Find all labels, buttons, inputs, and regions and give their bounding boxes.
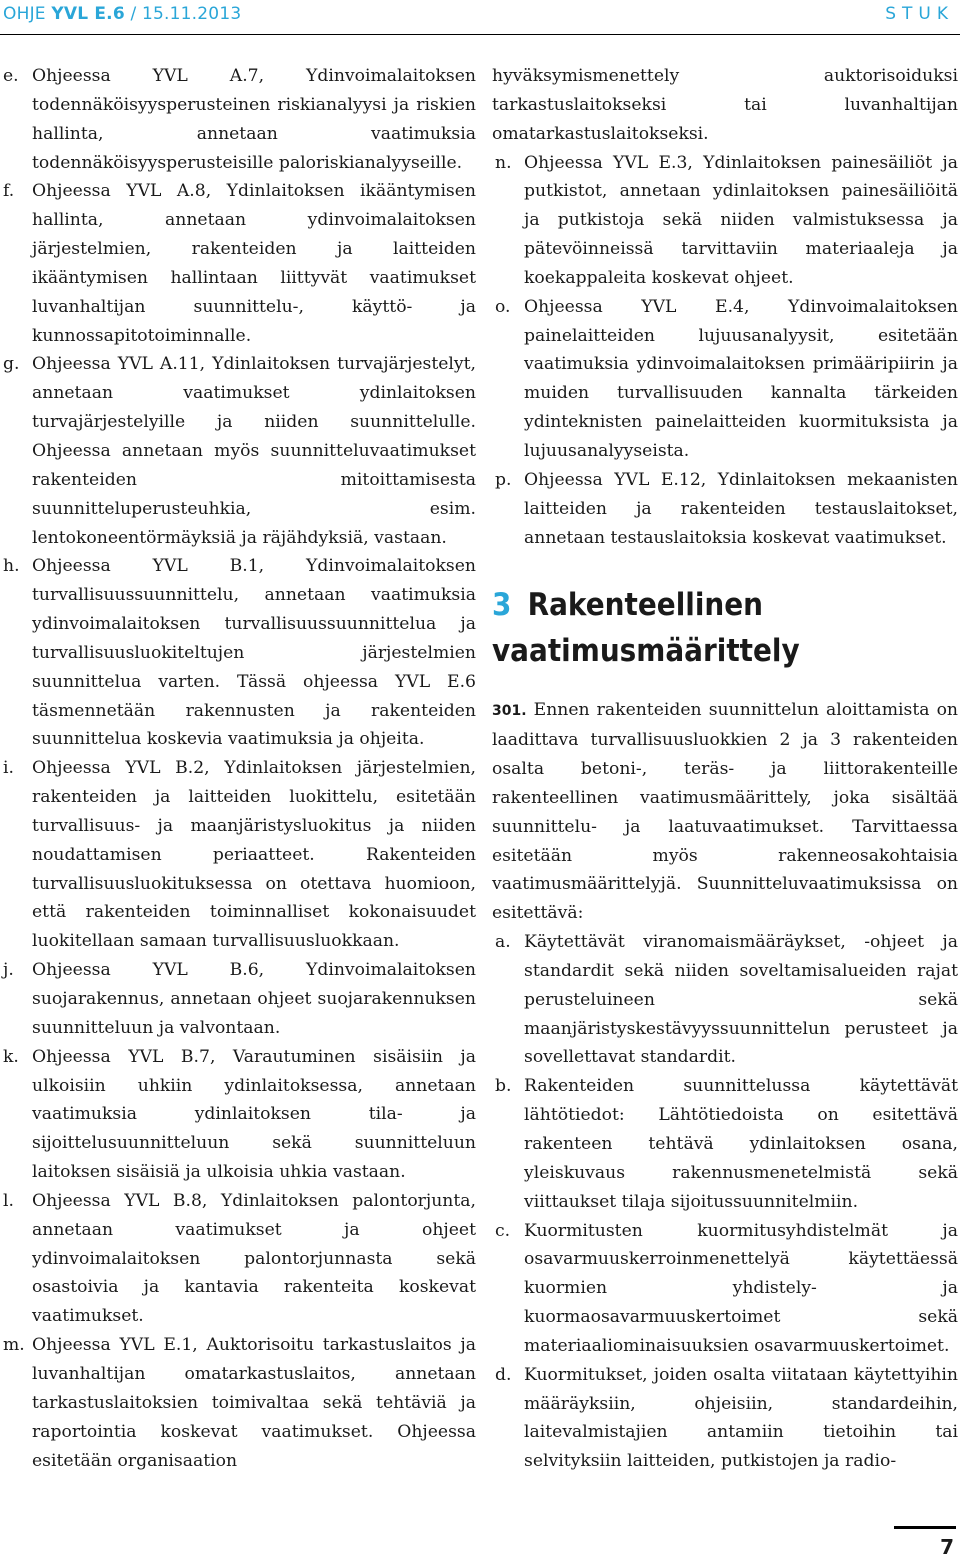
footer-rule — [894, 1526, 956, 1529]
item-text: Kuormitukset, joiden osalta viitataan käytettyihin määräyksiin, ohjeisiin, standardeihin, laitevalmistajien antamiin tietoihin tai selvityksiin laitteiden, putkistojen ja radio- — [524, 1364, 958, 1472]
page-header — [0, 0, 960, 35]
item-text: Ohjeessa YVL A.8, Ydinlaitoksen ikääntymisen hallinta, annetaan ydinvoimalaitoksen järjestelmien, rakenteiden ja laitteiden ikääntymisen hallintaan liittyvät vaatimukset luvanhaltijan suunnittelu-, käyttö- ja kunnossapitotoiminnalle. — [32, 181, 476, 346]
item-text: Ohjeessa YVL E.1, Auktorisoitu tarkastuslaitos ja luvanhaltijan omatarkastuslaitos, annetaan tarkastuslaitoksien toimivaltaa sekä tehtäviä ja raportointia koskevat vaatimukset. Ohjeessa esitetään organisaation — [32, 1335, 476, 1471]
item-text: Ohjeessa YVL B.2, Ydinlaitoksen järjestelmien, rakenteiden ja laitteiden luokittelu, esitetään turvallisuus- ja maanjäristysluokitus ja niiden noudattamisen periaatteet. Rakenteiden turvallisuusluokituksessa on otettava huomioon, että rakenteiden toiminnalliset kokonaisuudet luokitellaan samaan turvallisuusluokkaan. — [32, 758, 476, 952]
item-marker: o. — [495, 296, 511, 317]
item-text: Ohjeessa YVL E.12, Ydinlaitoksen mekaanisten laitteiden ja rakenteiden testauslaitokset, annetaan testauslaitoksia koskevat vaatimukset. — [524, 469, 958, 548]
list-item — [0, 754, 476, 956]
item-text: Rakenteiden suunnittelussa käytettävät lähtötiedot: Lähtötiedoista on esitettävä rakenteen tehtävä ydinlaitoksen osana, yleiskuvaus rakennusmenetelmistä sekä viittaukset tilaja sijoitussuunnitelmiin. — [524, 1076, 958, 1212]
list-item — [0, 552, 476, 754]
list-item — [492, 293, 958, 466]
paragraph-text: Ennen rakenteiden suunnittelun aloittamista on laadittava turvallisuusluokkien 2 ja 3 rakenteiden osalta betoni-, teräs- ja liittorakenteille rakenteellinen vaatimusmäärittely, joka sisältää suunnittelu- ja laatuvaatimukset. Tarvittaessa esitetään myös rakenneosakohtaisia vaatimusmäärittelyjä. Suunnitteluvaatimuksissa on esitettävä: — [492, 700, 958, 924]
item-text: Kuormitusten kuormitusyhdistelmät ja osavarmuuskerroinmenettelyä käytettäessä kuormien yhdistely- ja kuormaosavarmuuskertoimet sekä materiaaliominaisuuksien osavarmuuskertoimet. — [524, 1220, 958, 1356]
item-text: Ohjeessa YVL B.6, Ydinvoimalaitoksen suojarakennus, annetaan ohjeet suojarakennuksen suunnitteluun ja valvontaan. — [32, 960, 476, 1038]
item-text: Ohjeessa YVL B.8, Ydinlaitoksen palontorjunta, annetaan vaatimukset ja ohjeet ydinvoimalaitoksen palontorjunnasta sekä osastoivia ja kantavia rakenteita koskevat vaatimukset. — [32, 1190, 476, 1327]
list-item — [0, 62, 476, 177]
item-text: Ohjeessa YVL B.1, Ydinvoimalaitoksen turvallisuussuunnittelu, annetaan vaatimuksia ydinvoimalaitoksen turvallisuussuunnittelua ja turvallisuusluokiteltujen järjestelmien suunnittelua varten. Tässä ohjeessa YVL E.6 täsmennetään rakennusten ja rakenteiden suunnittelua koskevia vaatimuksia ja ohjeita. — [32, 556, 476, 750]
paragraph-number: 301. — [492, 703, 527, 720]
item-marker: k. — [3, 1046, 19, 1067]
item-marker: m. — [3, 1335, 25, 1356]
list-item — [0, 1331, 476, 1475]
page-number: 7 — [940, 1535, 954, 1559]
item-marker: p. — [495, 469, 512, 490]
list-item — [492, 928, 958, 1072]
item-marker: j. — [3, 960, 14, 981]
list-item — [492, 1072, 958, 1216]
list-item — [0, 1187, 476, 1331]
document-id — [3, 4, 241, 24]
list-item — [492, 1361, 958, 1476]
doc-separator: / — [124, 4, 143, 24]
paragraph-301 — [492, 696, 958, 928]
list-item — [492, 466, 958, 553]
item-marker: i. — [3, 758, 14, 779]
list-item — [0, 350, 476, 552]
list-item — [492, 149, 958, 293]
list-item — [0, 177, 476, 350]
section-title-line1: Rakenteellinen — [527, 587, 764, 624]
item-text: Ohjeessa YVL B.7, Varautuminen sisäisiin ja ulkoisiin uhkiin ydinlaitoksessa, annetaan vaatimuksia ydinlaitoksen tila- ja sijoittelusuunnitteluun sekä suunnitteluun laitoksen sisäisiä ja ulkoisia uhkia vastaan. — [32, 1046, 476, 1183]
section-title-line2: vaatimusmäärittely — [492, 633, 800, 670]
item-marker: f. — [3, 181, 15, 202]
list-item — [0, 1043, 476, 1187]
doc-code: YVL E.6 — [51, 4, 125, 24]
item-marker: l. — [3, 1190, 14, 1211]
item-text: Ohjeessa YVL E.4, Ydinvoimalaitoksen painelaitteiden lujuusanalyysit, esitetään vaatimuksia ydinvoimalaitoksen primääripiirin ja muiden turvallisuuden kannalta tärkeiden ydinteknisten painelaitteiden kuormituksista ja lujuusanalyyseista. — [524, 296, 958, 461]
item-text: Ohjeessa YVL A.11, Ydinlaitoksen turvajärjestelyt, annetaan vaatimukset ydinlaitoksen turvajärjestelyille ja niiden suunnittelulle. Ohjeessa annetaan myös suunnitteluvaatimukset rakenteiden mitoittamisesta suunnitteluperusteuhkia, esim. lentokoneentörmäyksiä ja räjähdyksiä, vastaan. — [32, 354, 476, 548]
item-marker: d. — [495, 1364, 512, 1385]
item-text: Käytettävät viranomaismääräykset, -ohjeet ja standardit sekä niiden soveltamisalueiden rajat perusteluineen sekä maanjäristyskestävyyssuunnittelun perusteet ja sovellettavat standardit. — [524, 932, 958, 1068]
doc-type: OHJE — [3, 4, 46, 24]
item-text: Ohjeessa YVL A.7, Ydinvoimalaitoksen todennäköisyysperusteinen riskianalyysi ja riskien hallinta, annetaan vaatimuksia todennäköisyysperusteisille paloriskianalyyseille. — [32, 66, 476, 173]
item-marker: g. — [3, 354, 20, 375]
item-marker: a. — [495, 932, 511, 953]
list-item — [492, 1217, 958, 1361]
item-marker: h. — [3, 556, 20, 577]
doc-date: 15.11.2013 — [142, 4, 242, 24]
section-heading — [492, 582, 911, 674]
item-text: Ohjeessa YVL E.3, Ydinlaitoksen painesäiliöt ja putkistot, annetaan ydinlaitoksen painesäiliöitä ja putkistoja sekä niiden valmistuksessa ja pätevöinneissä tarvittaviin materiaaleja ja koekappaleita koskevat ohjeet. — [524, 152, 958, 288]
item-marker: b. — [495, 1076, 512, 1097]
left-column — [0, 62, 476, 1475]
section-number: 3 — [492, 587, 512, 624]
item-marker: n. — [495, 152, 512, 173]
item-marker: e. — [3, 66, 19, 86]
right-column — [492, 62, 958, 1476]
org-name: STUK — [885, 4, 954, 24]
item-marker: c. — [495, 1220, 511, 1241]
continuation-text: hyväksymismenettely auktorisoiduksi tarkastuslaitokseksi tai luvanhaltijan omatarkastuslaitokseksi. — [492, 66, 958, 144]
list-item — [0, 956, 476, 1043]
